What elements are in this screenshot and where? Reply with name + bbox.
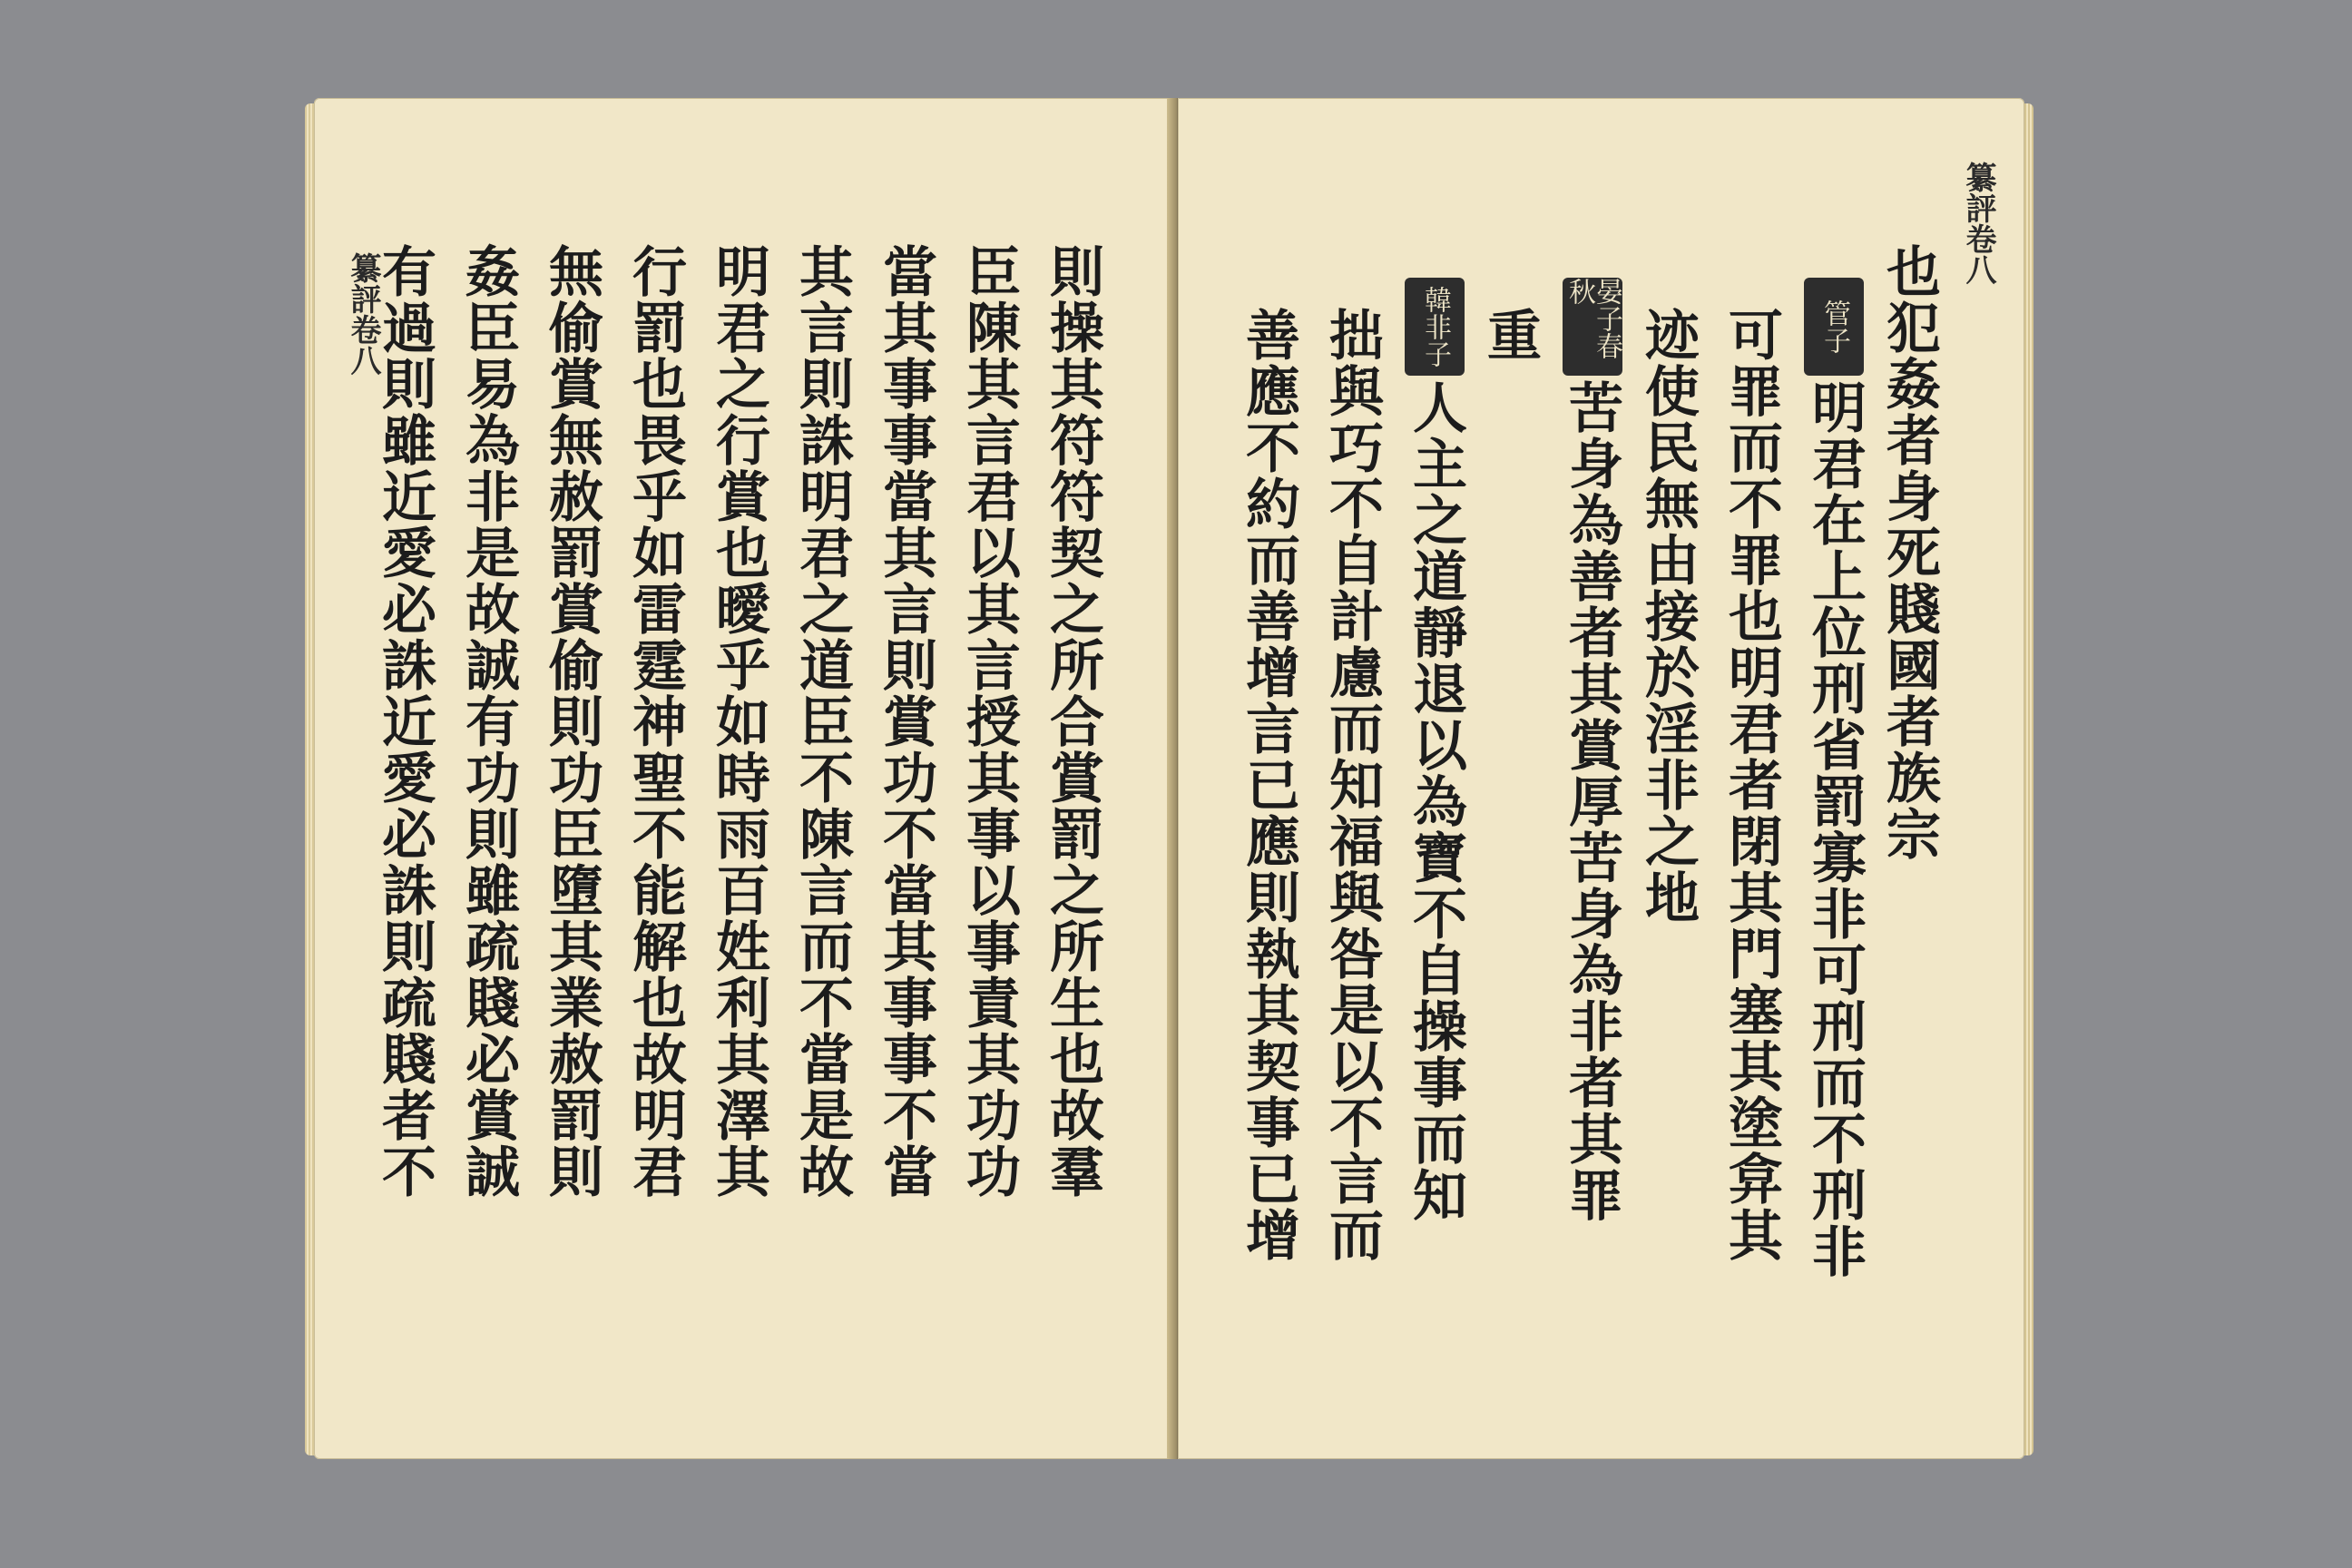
left-column-2: 臣陳其言君以其言授其事以事責其功功 (957, 243, 1021, 1200)
left-column-7: 無偷賞無赦罰賞偷則功臣墮其業赦罰則 (540, 243, 603, 1200)
left-column-8: 姦臣易為非是故誠有功則雖疏賤必賞誠 (456, 243, 520, 1200)
left-margin-title: 纂評卷八 (345, 252, 381, 376)
left-column-4: 其言則誅明君之道臣不陳言而不當是故 (790, 243, 854, 1200)
source-tag-label: 管子 (1818, 299, 1850, 354)
open-book (305, 98, 2034, 1485)
source-tag-hanfeizi (1405, 278, 1465, 376)
left-column-3: 當其事事當其言則賞功不當其事事不當 (874, 243, 937, 1200)
source-tag-label: 韓非子 (1419, 286, 1451, 368)
left-column-6: 行罰也畏乎如雷霆神聖不能解也故明君 (623, 243, 687, 1200)
right-column-5: 苦身為善者其賞厚苦身為非者其罪 (1560, 379, 1623, 1223)
source-tag-yanzi-chunqiu (1563, 278, 1622, 376)
left-column-9: 有過則雖近愛必誅近愛必誅則疏賤者不 (373, 243, 436, 1200)
right-column-3: 可罪而不罪也明君者閉其門塞其塗弇其 (1720, 307, 1783, 1263)
source-tag-guanzi (1804, 278, 1864, 376)
left-column-1: 則操其符符契之所合賞罰之所生也故羣 (1041, 243, 1104, 1200)
right-column-7: 人主之道靜退以為寶不自操事而知 (1404, 379, 1467, 1223)
right-column-8: 拙與巧不自計慮而知福與咎是以不言而 (1320, 307, 1384, 1263)
right-column-2: 明君在上位刑省罰寡非可刑而不刑非 (1803, 379, 1867, 1279)
right-column-6: 重 (1478, 307, 1542, 363)
right-column-1: 也犯姦者身死賤國者族宗 (1877, 243, 1941, 862)
right-margin-title: 纂評卷八 (1960, 162, 1996, 285)
right-column-9: 善應不約而善增言已應則執其契事已增 (1237, 307, 1300, 1263)
left-column-5: 明君之行賞也曖乎如時雨百姓利其澤其 (707, 243, 770, 1200)
source-tag-label: 晏子春秋 (1563, 278, 1622, 359)
left-page (314, 98, 1176, 1459)
right-column-4: 迹使民無由接於淫非之地 (1636, 307, 1700, 926)
right-page (1178, 98, 2024, 1459)
